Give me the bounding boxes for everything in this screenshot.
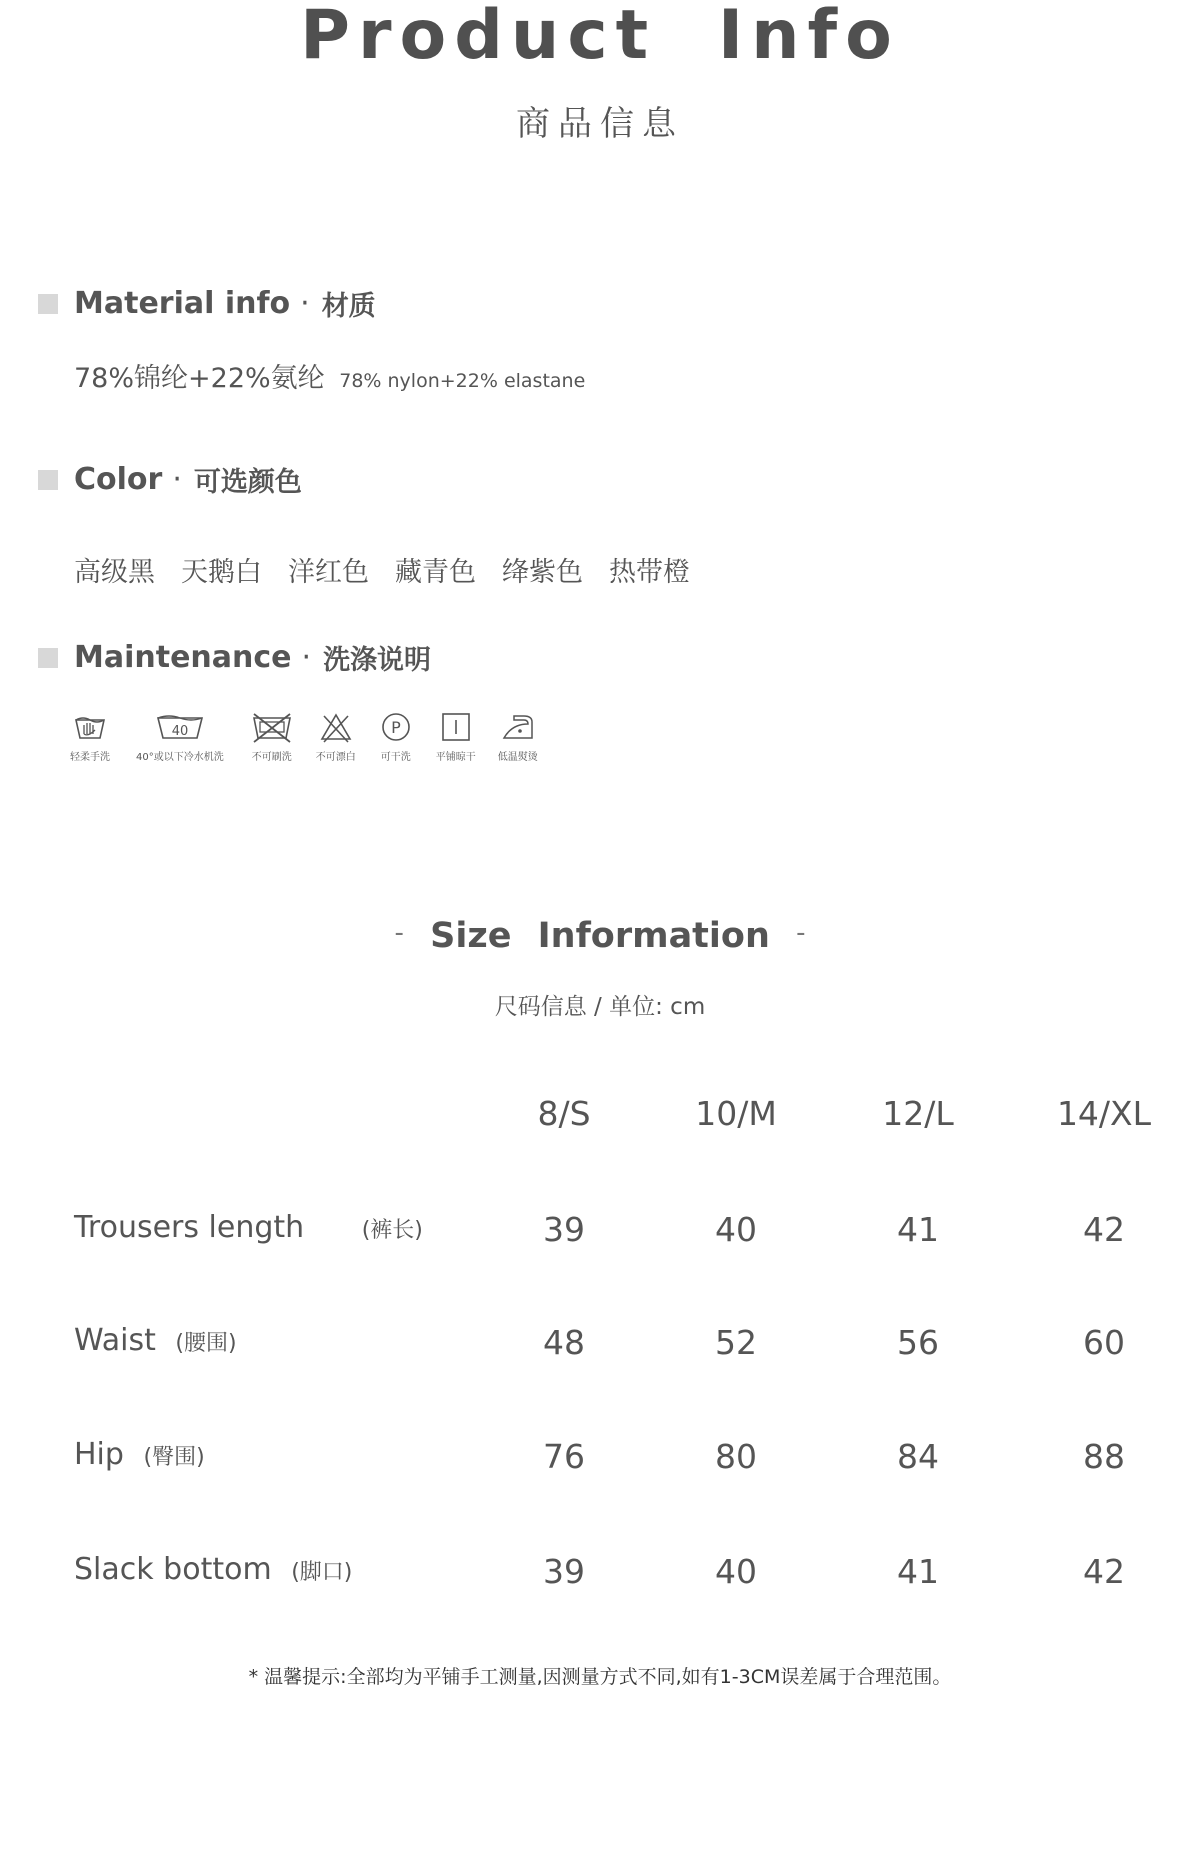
title-dash-left: - — [394, 918, 404, 948]
no-brush-icon — [250, 710, 294, 744]
care-label: 轻柔手洗 — [70, 752, 110, 763]
size-column-header: 12/L — [882, 1094, 954, 1133]
care-item — [136, 710, 224, 763]
color-heading-en: Color — [74, 462, 163, 497]
table-cell: 84 — [897, 1437, 939, 1476]
color-option: 热带橙 — [609, 557, 690, 588]
wash-40-icon — [154, 710, 206, 744]
table-cell: 40 — [715, 1552, 757, 1591]
table-cell: 40 — [715, 1210, 757, 1249]
size-column-header: 8/S — [537, 1094, 591, 1133]
maintenance-heading-en: Maintenance — [74, 640, 292, 675]
table-cell: 42 — [1083, 1552, 1125, 1591]
table-cell: 48 — [543, 1323, 585, 1362]
measurement-note: * 温馨提示:全部均为平铺手工测量,因测量方式不同,如有1-3CM误差属于合理范围。 — [248, 1666, 952, 1688]
color-heading-cn: 可选颜色 — [193, 467, 302, 498]
row-label-cn: (脚口) — [291, 1560, 353, 1585]
heading-separator: · — [300, 286, 310, 321]
heading-separator: · — [172, 462, 182, 497]
color-option: 洋红色 — [288, 557, 369, 588]
care-item — [436, 710, 476, 763]
material-value-en: 78% nylon+22% elastane — [339, 370, 586, 392]
color-option: 天鹅白 — [181, 557, 262, 588]
row-label-en: Waist — [74, 1323, 156, 1358]
care-instructions — [70, 710, 556, 763]
table-row-label — [74, 1437, 205, 1472]
section-marker — [38, 470, 58, 490]
maintenance-heading-cn: 洗涤说明 — [323, 645, 432, 676]
care-item — [498, 710, 538, 763]
color-option: 藏青色 — [395, 557, 476, 588]
care-item — [70, 710, 110, 763]
table-cell: 42 — [1083, 1210, 1125, 1249]
size-column-header: 14/XL — [1056, 1094, 1152, 1133]
table-row-label — [74, 1210, 423, 1245]
page-title: Product Info — [300, 0, 900, 75]
care-label: 40°或以下冷水机洗 — [136, 752, 224, 763]
care-label: 平铺晾干 — [435, 752, 476, 763]
heading-separator: · — [301, 640, 312, 675]
size-column-header: 10/M — [695, 1094, 777, 1133]
color-option: 绛紫色 — [502, 557, 583, 588]
dry-clean-icon — [376, 710, 416, 744]
low-iron-icon — [498, 710, 538, 744]
table-cell: 76 — [543, 1437, 585, 1476]
care-label: 不可漂白 — [315, 752, 356, 763]
care-item — [376, 710, 416, 763]
care-label: 低温熨烫 — [497, 752, 538, 763]
section-marker — [38, 294, 58, 314]
row-label-en: Hip — [74, 1437, 124, 1472]
table-cell: 41 — [897, 1210, 939, 1249]
title-dash-right: - — [796, 918, 806, 948]
care-item — [250, 710, 294, 763]
table-cell: 39 — [543, 1210, 585, 1249]
table-cell: 52 — [715, 1323, 757, 1362]
section-marker — [38, 648, 58, 668]
table-cell: 41 — [897, 1552, 939, 1591]
table-row-label — [74, 1323, 237, 1358]
size-subtitle: 尺码信息 / 单位: cm — [494, 994, 706, 1020]
table-cell: 60 — [1083, 1323, 1125, 1362]
care-item — [316, 710, 356, 763]
material-heading-cn: 材质 — [321, 291, 376, 322]
page-subtitle: 商品信息 — [516, 104, 684, 144]
row-label-cn: (腰围) — [175, 1331, 237, 1356]
color-option: 高级黑 — [74, 557, 155, 588]
hand-wash-icon — [70, 710, 110, 744]
table-cell: 56 — [897, 1323, 939, 1362]
size-title — [0, 916, 1200, 956]
care-label: 可干洗 — [380, 752, 411, 763]
row-label-cn: (裤长) — [361, 1218, 423, 1243]
flat-dry-icon — [436, 710, 476, 744]
table-cell: 88 — [1083, 1437, 1125, 1476]
table-row-label — [74, 1552, 352, 1587]
row-label-en: Slack bottom — [74, 1552, 272, 1587]
material-heading-en: Material info — [74, 286, 291, 321]
care-label: 不可刷洗 — [251, 752, 292, 763]
color-options — [74, 550, 690, 589]
row-label-cn: (臀围) — [143, 1445, 205, 1470]
size-title-text: Size Information — [430, 916, 770, 956]
color-heading — [38, 460, 302, 499]
table-cell: 80 — [715, 1437, 757, 1476]
material-heading — [38, 284, 376, 323]
dry-clean-letter: P — [390, 718, 401, 737]
row-label-en: Trousers length — [74, 1210, 305, 1245]
material-value-cn: 78%锦纶+22%氨纶 — [74, 363, 325, 394]
wash-temperature: 40 — [171, 724, 189, 739]
no-bleach-icon — [316, 710, 356, 744]
material-value — [74, 356, 585, 395]
maintenance-heading — [38, 638, 431, 677]
table-cell: 39 — [543, 1552, 585, 1591]
